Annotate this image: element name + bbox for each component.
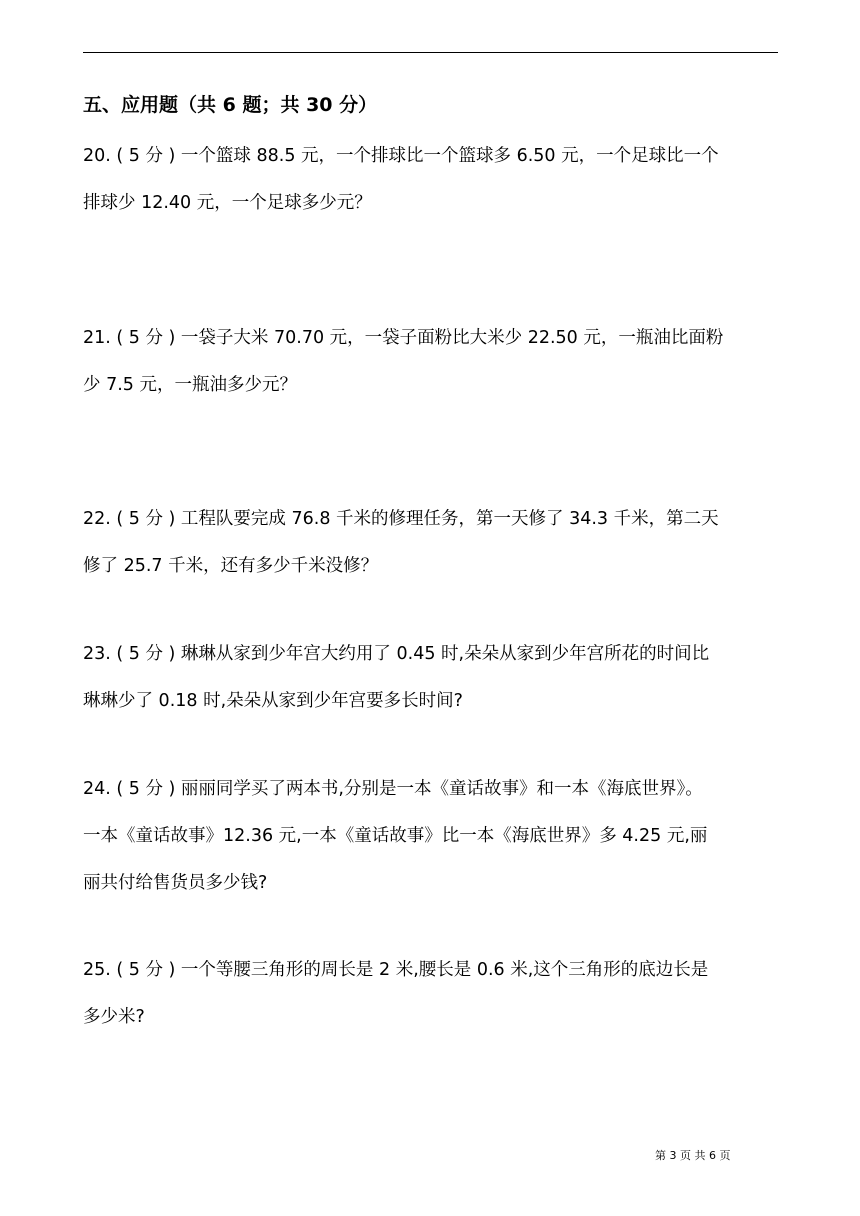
question-line: 20. ( 5 分 ) 一个篮球 88.5 元，一个排球比一个篮球多 6.50 元，一个足球比一个: [83, 146, 719, 166]
question-24: [83, 766, 778, 907]
question-25: [83, 947, 778, 1041]
question-line: 22. ( 5 分 ) 工程队要完成 76.8 千米的修理任务，第一天修了 34.3 千米，第二天: [83, 509, 719, 529]
question-22: [83, 496, 778, 590]
question-line: 排球少 12.40 元，一个足球多少元？: [83, 193, 372, 213]
question-line: 多少米?: [83, 1007, 145, 1027]
question-line: 21. ( 5 分 ) 一袋子大米 70.70 元，一袋子面粉比大米少 22.50 元，一瓶油比面粉: [83, 328, 724, 348]
header-rule: [83, 52, 778, 53]
section-heading: 五、应用题（共 6 题；共 30 分）: [83, 94, 378, 116]
question-line: 修了 25.7 千米，还有多少千米没修？: [83, 556, 379, 576]
page-number: 第 3 页 共 6 页: [655, 1149, 731, 1162]
question-20: [83, 133, 778, 227]
question-line: 丽共付给售货员多少钱?: [83, 873, 268, 893]
question-line: 一本《童话故事》12.36 元,一本《童话故事》比一本《海底世界》多 4.25 元,丽: [83, 826, 708, 846]
question-line: 24. ( 5 分 ) 丽丽同学买了两本书,分别是一本《童话故事》和一本《海底世界》。: [83, 779, 703, 799]
question-line: 琳琳少了 0.18 时,朵朵从家到少年宫要多长时间?: [83, 691, 463, 711]
question-line: 少 7.5 元，一瓶油多少元？: [83, 375, 297, 395]
question-23: [83, 631, 778, 725]
question-line: 23. ( 5 分 ) 琳琳从家到少年宫大约用了 0.45 时,朵朵从家到少年宫所花的时间比: [83, 644, 710, 664]
question-line: 25. ( 5 分 ) 一个等腰三角形的周长是 2 米,腰长是 0.6 米,这个三角形的底边长是: [83, 960, 709, 980]
question-21: [83, 315, 778, 409]
